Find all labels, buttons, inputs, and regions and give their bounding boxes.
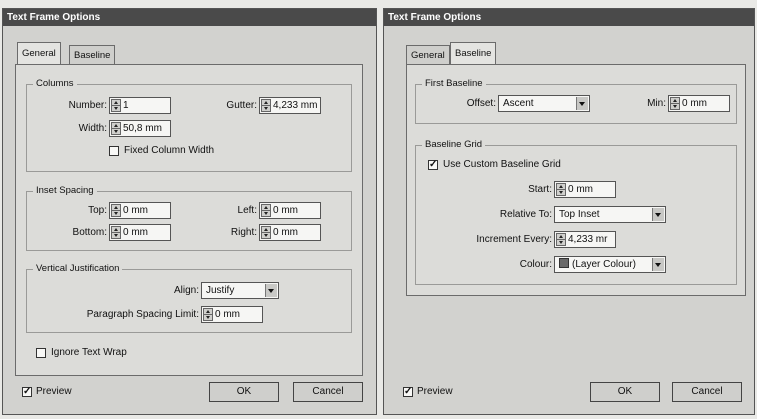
- tab-baseline-options[interactable]: Baseline: [450, 42, 496, 66]
- dialog-title: Text Frame Options: [384, 9, 754, 26]
- align-label: Align:: [173, 285, 199, 296]
- use-custom-baseline-grid-label: Use Custom Baseline Grid: [443, 159, 561, 170]
- ignore-text-wrap-label: Ignore Text Wrap: [51, 347, 127, 358]
- chevron-down-icon[interactable]: [265, 284, 277, 297]
- bottom-inset-field[interactable]: 0 mm: [109, 224, 171, 241]
- baseline-grid-heading: Baseline Grid: [422, 139, 485, 150]
- tab-page-baseline-options: [406, 64, 746, 296]
- baseline-grid-group: [415, 139, 737, 285]
- offset-label: Offset:: [466, 98, 496, 109]
- right-stepper-icon[interactable]: [261, 226, 271, 239]
- right-label: Right:: [230, 227, 257, 238]
- align-select[interactable]: Justify: [201, 282, 279, 299]
- increment-every-label: Increment Every:: [476, 234, 552, 245]
- min-stepper-icon[interactable]: [670, 97, 680, 110]
- right-inset-field[interactable]: 0 mm: [259, 224, 321, 241]
- number-label: Number:: [68, 100, 107, 111]
- width-stepper-icon[interactable]: [111, 122, 121, 135]
- fixed-width-label: Fixed Column Width: [124, 145, 215, 156]
- number-field[interactable]: 1: [109, 97, 171, 114]
- colour-select[interactable]: (Layer Colour): [554, 256, 666, 273]
- relative-to-select[interactable]: Top Inset: [554, 206, 666, 223]
- text-frame-options-dialog-baseline: [383, 8, 755, 415]
- left-label: Left:: [237, 205, 257, 216]
- cancel-button[interactable]: Cancel: [293, 382, 363, 402]
- preview-label: Preview: [417, 386, 453, 397]
- left-inset-field[interactable]: 0 mm: [259, 202, 321, 219]
- tab-general[interactable]: General: [406, 45, 450, 65]
- vertical-justification-group: [26, 263, 352, 333]
- tab-general[interactable]: General: [17, 42, 61, 66]
- tab-baseline-options[interactable]: Baseline: [69, 45, 115, 65]
- increment-stepper-icon[interactable]: [556, 233, 566, 246]
- inset-spacing-heading: Inset Spacing: [33, 185, 97, 196]
- gutter-stepper-icon[interactable]: [261, 99, 271, 112]
- paragraph-spacing-limit-label: Paragraph Spacing Limit:: [86, 309, 199, 320]
- text-frame-options-dialog-general: [2, 8, 377, 415]
- bottom-stepper-icon[interactable]: [111, 226, 121, 239]
- columns-group: [26, 78, 352, 172]
- start-field[interactable]: 0 mm: [554, 181, 616, 198]
- preview-checkbox[interactable]: ✓: [23, 386, 32, 397]
- bottom-label: Bottom:: [72, 227, 107, 238]
- colour-swatch-icon: [559, 258, 569, 268]
- gutter-field[interactable]: 4,233 mm: [259, 97, 321, 114]
- paragraph-spacing-limit-field[interactable]: 0 mm: [201, 306, 263, 323]
- columns-heading: Columns: [33, 78, 77, 89]
- colour-label: Colour:: [519, 259, 552, 270]
- chevron-down-icon[interactable]: [652, 208, 664, 221]
- ok-button[interactable]: OK: [209, 382, 279, 402]
- first-baseline-heading: First Baseline: [422, 78, 486, 89]
- vertical-justification-heading: Vertical Justification: [33, 263, 122, 274]
- width-label: Width:: [78, 123, 107, 134]
- gutter-label: Gutter:: [226, 100, 257, 111]
- psl-stepper-icon[interactable]: [203, 308, 213, 321]
- offset-select[interactable]: Ascent: [498, 95, 590, 112]
- start-label: Start:: [528, 184, 552, 195]
- number-stepper-icon[interactable]: [111, 99, 121, 112]
- chevron-down-icon[interactable]: [652, 258, 664, 271]
- top-inset-field[interactable]: 0 mm: [109, 202, 171, 219]
- top-label: Top:: [88, 205, 107, 216]
- use-custom-baseline-grid-checkbox[interactable]: ✓: [429, 159, 438, 170]
- width-field[interactable]: 50,8 mm: [109, 120, 171, 137]
- top-stepper-icon[interactable]: [111, 204, 121, 217]
- chevron-down-icon[interactable]: [576, 97, 588, 110]
- relative-to-label: Relative To:: [499, 209, 552, 220]
- first-baseline-group: [415, 78, 737, 124]
- preview-label: Preview: [36, 386, 72, 397]
- ignore-text-wrap-checkbox[interactable]: [36, 348, 46, 358]
- min-field[interactable]: 0 mm: [668, 95, 730, 112]
- inset-spacing-group: [26, 185, 352, 251]
- cancel-button[interactable]: Cancel: [672, 382, 742, 402]
- left-stepper-icon[interactable]: [261, 204, 271, 217]
- min-label: Min:: [647, 98, 666, 109]
- increment-every-field[interactable]: 4,233 mr: [554, 231, 616, 248]
- preview-checkbox[interactable]: ✓: [404, 386, 413, 397]
- dialog-title: Text Frame Options: [3, 9, 376, 26]
- start-stepper-icon[interactable]: [556, 183, 566, 196]
- ok-button[interactable]: OK: [590, 382, 660, 402]
- fixed-width-checkbox[interactable]: [109, 146, 119, 156]
- tab-page-general: [15, 64, 363, 376]
